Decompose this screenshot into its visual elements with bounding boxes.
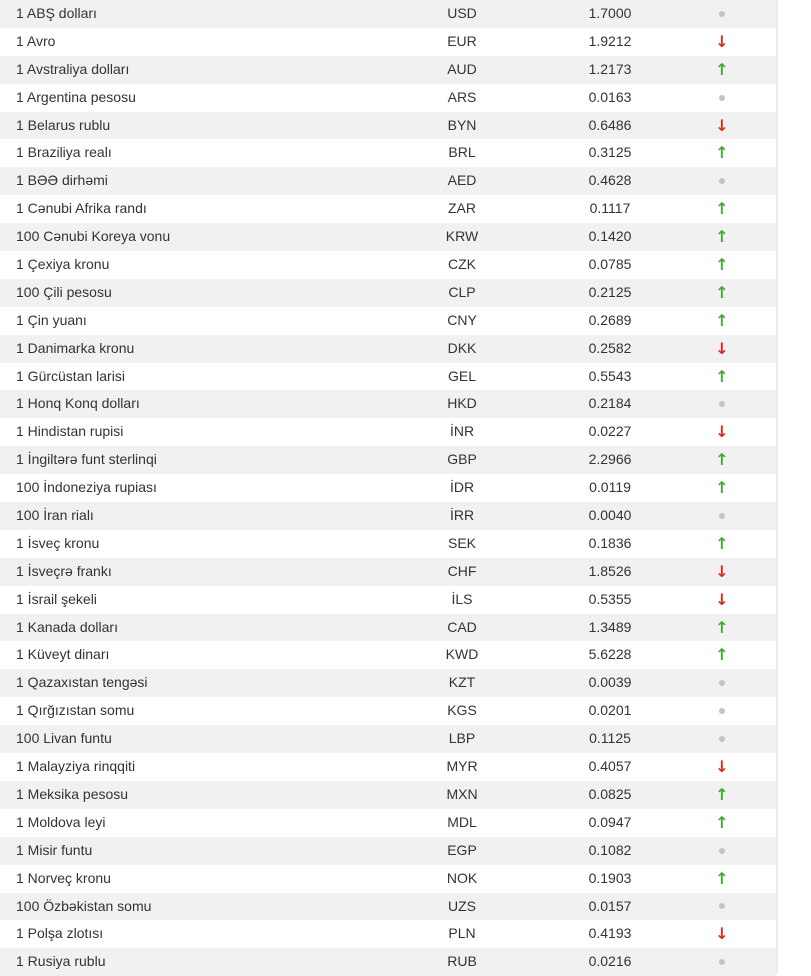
trend-indicator: [712, 167, 732, 195]
trend-indicator: [712, 614, 732, 642]
exchange-rate-text: 0.5543: [588, 367, 632, 384]
exchange-rate-text: 0.2689: [588, 311, 632, 328]
exchange-rate-text: 0.2582: [588, 339, 632, 356]
trend-indicator: [712, 558, 732, 586]
table-row: [0, 697, 776, 725]
trend-indicator: [712, 279, 732, 307]
table-row: [0, 474, 776, 502]
trend-indicator: [712, 195, 732, 223]
table-row: [0, 139, 776, 167]
table-row: [0, 669, 776, 697]
dot-icon: [719, 959, 725, 965]
trend-indicator: [712, 363, 732, 391]
currency-name: 1 Qırğızıstan somu: [16, 702, 135, 719]
exchange-rate-text: 0.3125: [588, 144, 632, 161]
dot-icon: [719, 903, 725, 909]
trend-indicator: [712, 948, 732, 976]
currency-code-text: GEL: [447, 367, 477, 384]
exchange-rate-text: 0.2125: [588, 283, 632, 300]
arrow-up-icon: ↑: [715, 645, 729, 665]
table-row: [0, 837, 776, 865]
table-row: [0, 530, 776, 558]
currency-code-text: İDR: [449, 479, 475, 496]
arrow-up-icon: ↑: [715, 59, 729, 79]
exchange-rate-text: 0.1082: [588, 841, 632, 858]
trend-indicator: [712, 223, 732, 251]
currency-name: 100 Cənubi Koreya vonu: [16, 228, 171, 245]
currency-name: 100 İran rialı: [16, 507, 94, 524]
currency-name: 1 Norveç kronu: [16, 869, 111, 886]
trend-indicator: [712, 865, 732, 893]
currency-code-text: MYR: [446, 758, 478, 775]
trend-indicator: [712, 920, 732, 948]
currency-name: 1 Gürcüstan larisi: [16, 367, 125, 384]
exchange-rate-text: 1.3489: [588, 618, 632, 635]
currency-name: 1 Braziliya realı: [16, 144, 112, 161]
currency-name: 1 Avstraliya dolları: [16, 60, 130, 77]
arrow-down-icon: ↓: [715, 924, 729, 944]
currency-code-text: SEK: [447, 534, 477, 551]
currency-code-text: ARS: [447, 88, 477, 105]
table-row: [0, 893, 776, 921]
dot-icon: [719, 401, 725, 407]
exchange-rate-text: 0.0039: [588, 674, 632, 691]
table-row: [0, 558, 776, 586]
trend-indicator: [712, 809, 732, 837]
currency-code-text: İNR: [449, 423, 475, 440]
exchange-rate-text: 1.9212: [588, 32, 632, 49]
arrow-up-icon: ↑: [715, 143, 729, 163]
trend-indicator: [712, 781, 732, 809]
trend-indicator: [712, 725, 732, 753]
arrow-up-icon: ↑: [715, 784, 729, 804]
currency-code-text: KZT: [448, 674, 476, 691]
trend-indicator: [712, 28, 732, 56]
exchange-rate-text: 0.1117: [589, 200, 631, 217]
table-row: [0, 502, 776, 530]
trend-indicator: [712, 893, 732, 921]
currency-code-text: HKD: [447, 395, 477, 412]
arrow-up-icon: ↑: [715, 868, 729, 888]
trend-indicator: [712, 335, 732, 363]
table-row: [0, 418, 776, 446]
trend-indicator: [712, 586, 732, 614]
currency-code-text: GBP: [447, 451, 477, 468]
currency-code-text: USD: [447, 5, 477, 21]
exchange-rate-text: 0.0040: [588, 507, 632, 524]
currency-code-text: DKK: [447, 339, 477, 356]
exchange-rate-text: 0.1903: [588, 869, 632, 886]
currency-code-text: BRL: [448, 144, 476, 161]
exchange-rate-text: 0.0157: [588, 897, 632, 914]
exchange-rate-text: 0.1420: [588, 228, 632, 245]
table-row: [0, 390, 776, 418]
exchange-rate-text: 0.6486: [588, 116, 632, 133]
currency-code-text: ZAR: [448, 200, 476, 217]
currency-code-text: AED: [447, 172, 477, 189]
currency-name: 1 Misir funtu: [16, 841, 93, 858]
trend-indicator: [712, 390, 732, 418]
trend-indicator: [712, 530, 732, 558]
currency-name: 1 İsrail şekeli: [16, 590, 97, 607]
currency-code-text: CNY: [447, 311, 477, 328]
currency-name: 1 İsveç kronu: [16, 534, 100, 551]
exchange-rate-text: 1.8526: [588, 562, 632, 579]
currency-name: 1 Argentina pesosu: [16, 88, 136, 105]
arrow-down-icon: ↓: [715, 422, 729, 442]
exchange-rate-text: 0.0947: [588, 813, 632, 830]
currency-code-text: RUB: [447, 953, 477, 970]
trend-indicator: [712, 0, 732, 28]
exchange-rate-text: 0.0227: [588, 423, 632, 440]
trend-indicator: [712, 112, 732, 140]
exchange-rate-text: 0.2184: [588, 395, 632, 412]
table-row: [0, 84, 776, 112]
currency-code-text: UZS: [448, 897, 476, 914]
trend-indicator: [712, 307, 732, 335]
exchange-rate-text: 0.0163: [588, 88, 632, 105]
currency-code-text: EGP: [447, 841, 477, 858]
arrow-up-icon: ↑: [715, 366, 729, 386]
currency-name: 1 İsveçrə frankı: [16, 562, 112, 579]
table-row: [0, 586, 776, 614]
trend-indicator: [712, 837, 732, 865]
trend-indicator: [712, 56, 732, 84]
arrow-up-icon: ↑: [715, 533, 729, 553]
table-row: [0, 112, 776, 140]
table-row: [0, 809, 776, 837]
exchange-rate-text: 0.0825: [588, 785, 632, 802]
trend-indicator: [712, 753, 732, 781]
exchange-rate-text: 0.4193: [588, 925, 632, 942]
dot-icon: [719, 680, 725, 686]
arrow-down-icon: ↓: [715, 561, 729, 581]
exchange-rate-text: 0.1836: [588, 534, 632, 551]
currency-code-text: İRR: [449, 507, 475, 524]
exchange-rate-text: 0.0785: [588, 256, 632, 273]
currency-code-text: CLP: [448, 283, 476, 300]
table-row: [0, 0, 776, 28]
dot-icon: [719, 11, 725, 17]
trend-indicator: [712, 474, 732, 502]
table-row: [0, 195, 776, 223]
table-row: [0, 279, 776, 307]
exchange-rate-text: 5.6228: [588, 646, 632, 663]
table-row: [0, 865, 776, 893]
currency-name: 100 Çili pesosu: [16, 283, 112, 300]
dot-icon: [719, 95, 725, 101]
currency-code-text: KGS: [447, 702, 477, 719]
currency-name: 1 Hindistan rupisi: [16, 423, 124, 440]
currency-name: 1 BƏƏ dirhəmi: [16, 172, 108, 189]
trend-indicator: [712, 446, 732, 474]
exchange-rate-text: 0.0119: [589, 479, 631, 496]
currency-name: 1 Çexiya kronu: [16, 256, 110, 273]
dot-icon: [719, 513, 725, 519]
exchange-rate-text: 1.2173: [588, 60, 632, 77]
currency-code-text: CAD: [447, 618, 477, 635]
table-row: [0, 920, 776, 948]
arrow-up-icon: ↑: [715, 310, 729, 330]
table-row: [0, 948, 776, 976]
arrow-down-icon: ↓: [715, 115, 729, 135]
dot-icon: [719, 736, 725, 742]
exchange-rate-text: 0.5355: [588, 590, 632, 607]
dot-icon: [719, 708, 725, 714]
trend-indicator: [712, 502, 732, 530]
table-row: [0, 335, 776, 363]
arrow-up-icon: ↑: [715, 282, 729, 302]
table-row: [0, 781, 776, 809]
currency-name: 1 İngiltərə funt sterlinqi: [16, 451, 157, 468]
currency-name: 1 Çin yuanı: [16, 311, 87, 328]
table-row: [0, 28, 776, 56]
exchange-rate-text: 0.4057: [588, 758, 632, 775]
currency-name: 1 Honq Konq dolları: [16, 395, 140, 412]
dot-icon: [719, 848, 725, 854]
table-row: [0, 56, 776, 84]
arrow-up-icon: ↑: [715, 199, 729, 219]
table-row: [0, 753, 776, 781]
currency-code-text: MDL: [447, 813, 477, 830]
currency-name: 1 Meksika pesosu: [16, 785, 129, 802]
currency-code-text: NOK: [446, 869, 478, 886]
currency-name: 1 Qazaxıstan tengəsi: [16, 674, 148, 691]
arrow-up-icon: ↑: [715, 450, 729, 470]
currency-name: 1 Danimarka kronu: [16, 339, 135, 356]
table-row: [0, 641, 776, 669]
table-row: [0, 307, 776, 335]
arrow-up-icon: ↑: [715, 617, 729, 637]
currency-code-text: CHF: [447, 562, 477, 579]
currency-name: 1 Moldova leyi: [16, 813, 106, 830]
trend-indicator: [712, 418, 732, 446]
trend-indicator: [712, 669, 732, 697]
currency-name: 1 Polşa zlotısı: [16, 925, 104, 942]
arrow-up-icon: ↑: [715, 478, 729, 498]
table-row: [0, 251, 776, 279]
trend-indicator: [712, 697, 732, 725]
exchange-rate-text: 0.0216: [588, 953, 632, 970]
arrow-down-icon: ↓: [715, 756, 729, 776]
arrow-down-icon: ↓: [715, 31, 729, 51]
table-row: [0, 167, 776, 195]
currency-name: 100 Özbəkistan somu: [16, 897, 152, 914]
exchange-rate-text: 2.2966: [588, 451, 632, 468]
currency-code-text: KWD: [445, 646, 479, 663]
trend-indicator: [712, 139, 732, 167]
arrow-down-icon: ↓: [715, 338, 729, 358]
table-row: [0, 614, 776, 642]
arrow-up-icon: ↑: [715, 812, 729, 832]
currency-name: 1 ABŞ dolları: [16, 5, 97, 21]
arrow-down-icon: ↓: [715, 589, 729, 609]
exchange-rate-text: 0.4628: [588, 172, 632, 189]
table-row: [0, 223, 776, 251]
trend-indicator: [712, 251, 732, 279]
exchange-rate-text: 0.1125: [589, 730, 631, 747]
table-right-border: [776, 0, 778, 973]
currency-name: 1 Belarus rublu: [16, 116, 111, 133]
currency-code-text: LBP: [448, 730, 476, 747]
currency-name: 1 Kanada dolları: [16, 618, 118, 635]
currency-code-text: AUD: [447, 60, 477, 77]
currency-name: 1 Avro: [16, 32, 56, 49]
arrow-up-icon: ↑: [715, 227, 729, 247]
currency-code-text: KRW: [445, 228, 479, 245]
currency-code-text: PLN: [448, 925, 476, 942]
currency-name: 1 Küveyt dinarı: [16, 646, 110, 663]
arrow-up-icon: ↑: [715, 254, 729, 274]
currency-code-text: BYN: [447, 116, 477, 133]
exchange-rate-text: 1.7000: [588, 5, 632, 21]
currency-code-text: MXN: [446, 785, 478, 802]
table-row: [0, 446, 776, 474]
currency-name: 1 Cənubi Afrika randı: [16, 200, 147, 217]
table-row: [0, 363, 776, 391]
currency-name: 100 İndoneziya rupiası: [16, 479, 157, 496]
dot-icon: [719, 178, 725, 184]
currency-name: 1 Rusiya rublu: [16, 953, 106, 970]
trend-indicator: [712, 84, 732, 112]
trend-indicator: [712, 641, 732, 669]
currency-name: 100 Livan funtu: [16, 730, 112, 747]
currency-code-text: EUR: [447, 32, 477, 49]
exchange-rate-text: 0.0201: [588, 702, 632, 719]
currency-code-text: CZK: [448, 256, 476, 273]
currency-name: 1 Malayziya rinqqiti: [16, 758, 136, 775]
currency-code-text: İLS: [451, 590, 473, 607]
table-row: [0, 725, 776, 753]
